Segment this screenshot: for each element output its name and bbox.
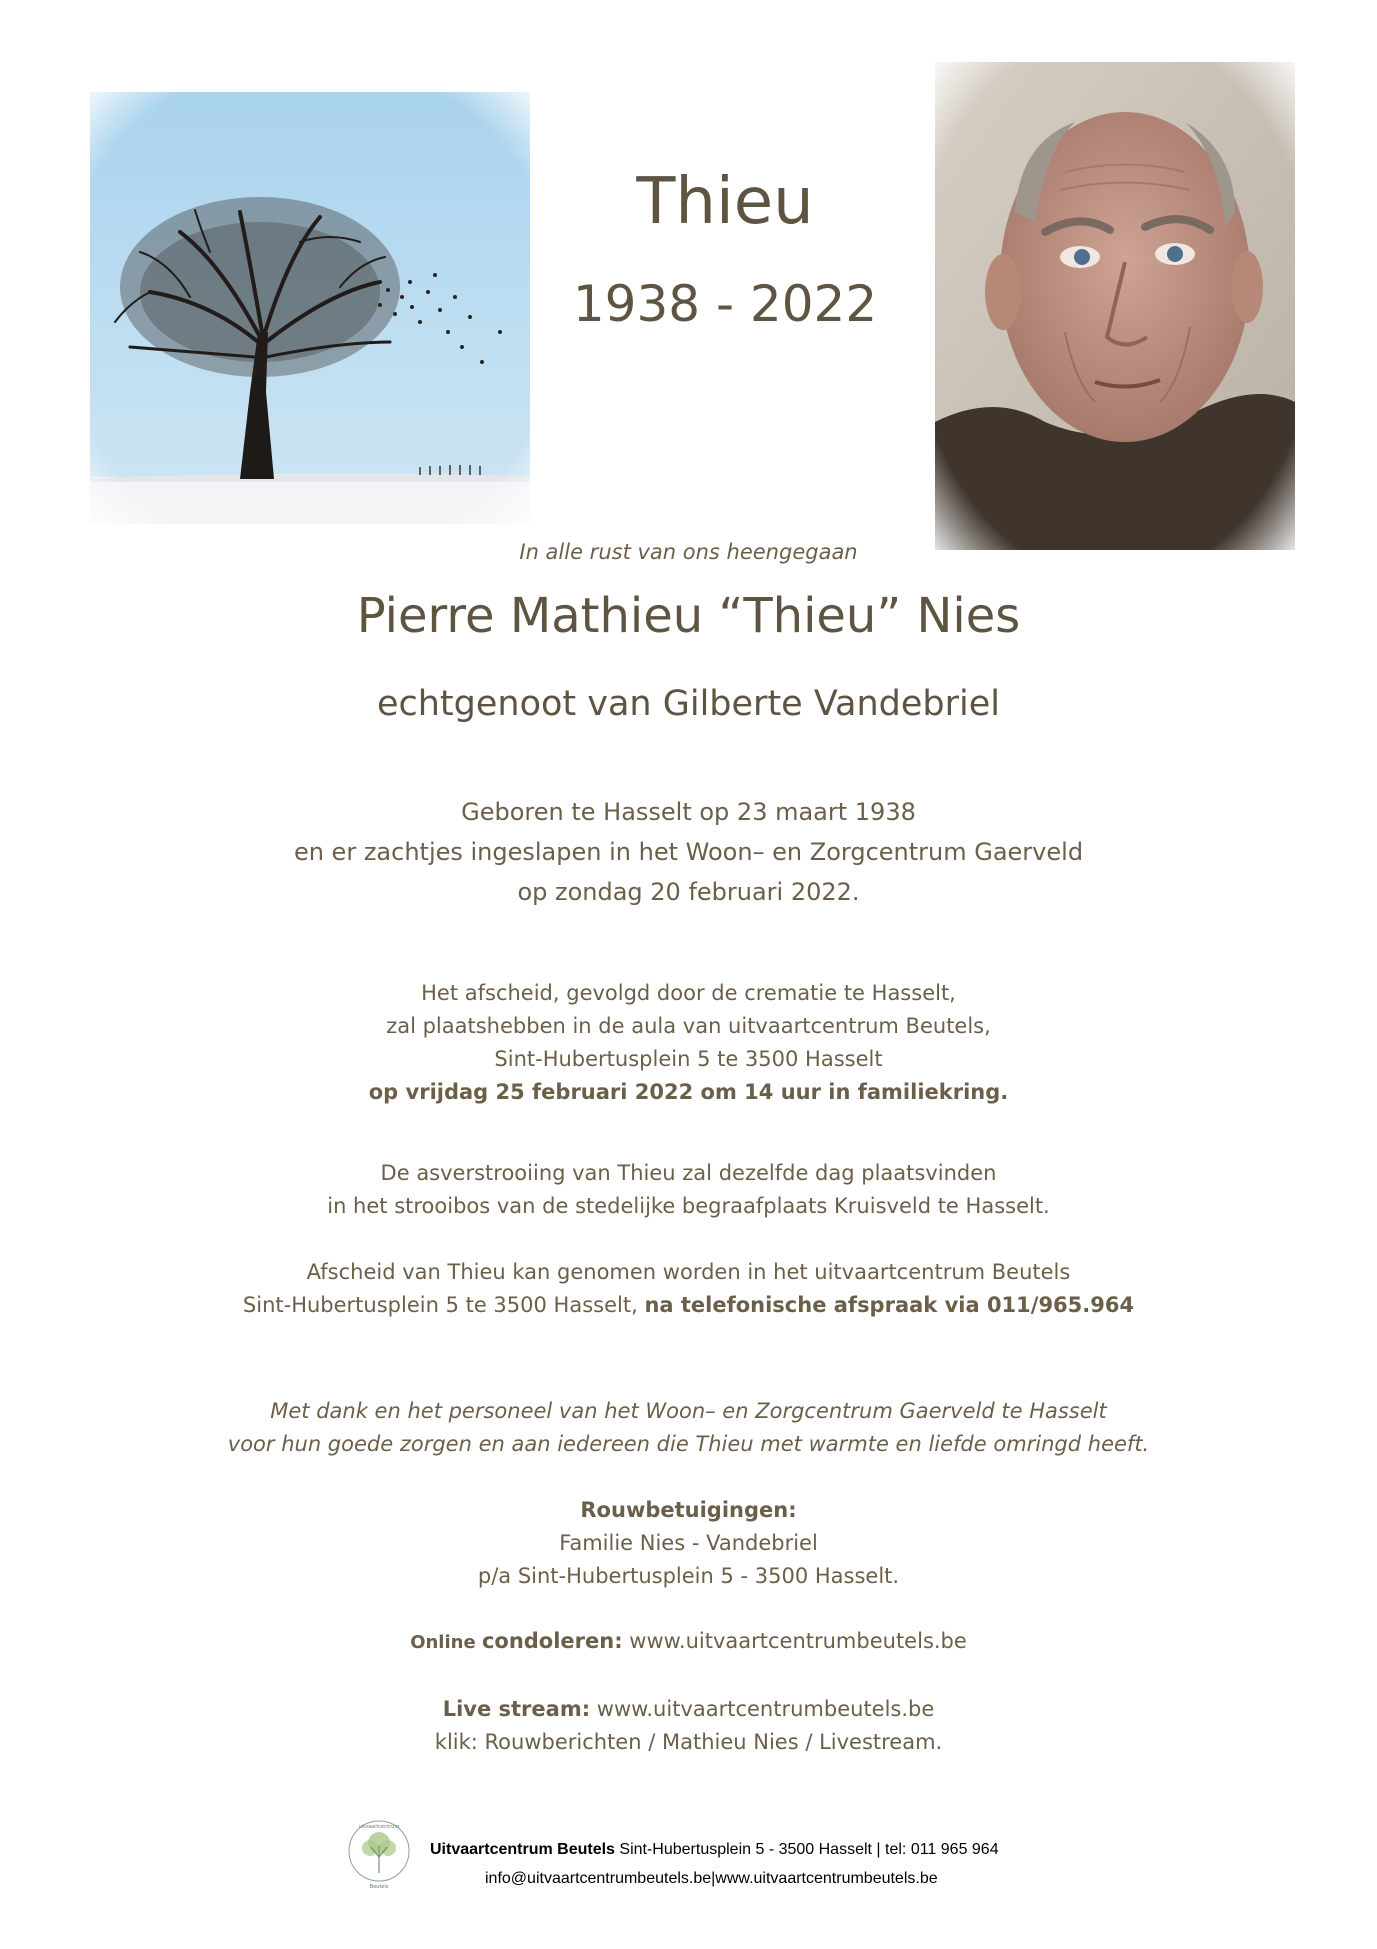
online-condolences-line bbox=[0, 1625, 1377, 1659]
ashes-line: in het strooibos van de stedelijke begraafplaats Kruisveld te Hasselt. bbox=[327, 1194, 1050, 1218]
ashes-line: De asverstrooiing van Thieu zal dezelfde dag plaatsvinden bbox=[380, 1161, 997, 1185]
livestream-line bbox=[0, 1693, 1377, 1726]
condolences-line: Familie Nies - Vandebriel bbox=[559, 1531, 818, 1555]
birth-line: Geboren te Hasselt op 23 maart 1938 bbox=[461, 798, 916, 826]
farewell-line: Afscheid van Thieu kan genomen worden in het uitvaartcentrum Beutels bbox=[306, 1260, 1071, 1284]
farewell-block bbox=[0, 1256, 1377, 1322]
tree-photo bbox=[90, 92, 530, 524]
thanks-block bbox=[0, 1395, 1377, 1461]
ceremony-date-line: op vrijdag 25 februari 2022 om 14 uur in familiekring. bbox=[368, 1080, 1009, 1104]
farewell-address: Sint-Hubertusplein 5 te 3500 Hasselt, bbox=[242, 1293, 645, 1317]
footer-company: Uitvaartcentrum Beutels bbox=[430, 1841, 615, 1858]
condolences-line: p/a Sint-Hubertusplein 5 - 3500 Hasselt. bbox=[477, 1564, 900, 1588]
livestream-instructions: klik: Rouwberichten / Mathieu Nies / Livestream. bbox=[434, 1730, 943, 1754]
livestream-url[interactable]: www.uitvaartcentrumbeutels.be bbox=[590, 1697, 935, 1721]
logo-text-bottom: Beutels bbox=[369, 1884, 389, 1890]
footer-address: Sint-Hubertusplein 5 - 3500 Hasselt | tel: 011 965 964 bbox=[614, 1841, 999, 1858]
farewell-line-2 bbox=[0, 1289, 1377, 1322]
farewell-appointment: na telefonische afspraak via 011/965.964 bbox=[644, 1293, 1135, 1317]
ashes-block bbox=[0, 1157, 1377, 1223]
portrait-photo bbox=[935, 62, 1295, 550]
footer-contact-line[interactable]: info@uitvaartcentrumbeutels.be|www.uitvaartcentrumbeutels.be bbox=[485, 1870, 938, 1887]
online-label-small: Online bbox=[410, 1632, 482, 1653]
condolences-heading: Rouwbetuigingen: bbox=[580, 1498, 797, 1522]
funeral-home-logo bbox=[344, 1815, 414, 1891]
livestream-block bbox=[0, 1693, 1377, 1759]
ceremony-block bbox=[0, 977, 1377, 1109]
livestream-label: Live stream: bbox=[442, 1697, 591, 1721]
intro-line: In alle rust van ons heengegaan bbox=[519, 540, 858, 564]
online-url[interactable]: www.uitvaartcentrumbeutels.be bbox=[622, 1629, 967, 1653]
footer-address-line bbox=[430, 1841, 999, 1859]
spouse-line: echtgenoot van Gilberte Vandebriel bbox=[376, 684, 1001, 724]
thanks-line: voor hun goede zorgen en aan iedereen die Thieu met warmte en liefde omringd heeft. bbox=[227, 1432, 1150, 1456]
life-years: 1938 - 2022 bbox=[572, 275, 878, 333]
nickname-title: Thieu bbox=[636, 165, 814, 239]
ceremony-line: Het afscheid, gevolgd door de crematie te Hasselt, bbox=[421, 981, 956, 1005]
online-label: condoleren: bbox=[481, 1629, 623, 1653]
birth-line: en er zachtjes ingeslapen in het Woon– en Zorgcentrum Gaerveld bbox=[293, 838, 1084, 866]
birth-line: op zondag 20 februari 2022. bbox=[517, 878, 860, 906]
condolences-block bbox=[0, 1494, 1377, 1593]
ceremony-line: zal plaatshebben in de aula van uitvaartcentrum Beutels, bbox=[386, 1014, 991, 1038]
logo-text-top: uitvaartcentrum bbox=[358, 1824, 400, 1830]
thanks-line: Met dank en het personeel van het Woon– en Zorgcentrum Gaerveld te Hasselt bbox=[270, 1399, 1107, 1423]
birth-block bbox=[0, 792, 1377, 912]
deceased-full-name: Pierre Mathieu “Thieu” Nies bbox=[356, 588, 1021, 644]
ceremony-line: Sint-Hubertusplein 5 te 3500 Hasselt bbox=[494, 1047, 883, 1071]
